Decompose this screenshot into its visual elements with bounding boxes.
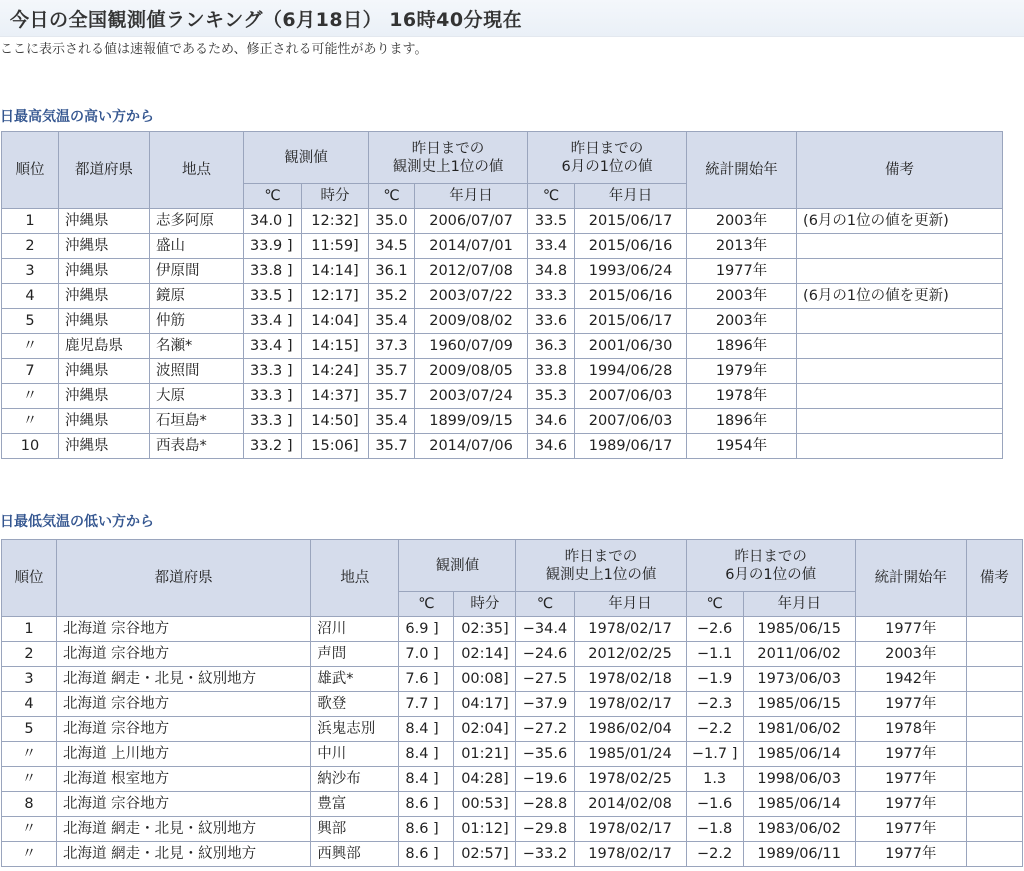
- header-obs: 観測値: [399, 540, 516, 592]
- header-note: 備考: [797, 132, 1003, 209]
- month-value-cell: 33.3: [528, 284, 575, 309]
- start-year-cell: 1977年: [687, 259, 797, 284]
- rank-cell: 2: [2, 234, 59, 259]
- pref-cell: 北海道 根室地方: [57, 767, 311, 792]
- header-unit-date2: 年月日: [743, 592, 855, 617]
- hist-date-cell: 2014/07/01: [415, 234, 528, 259]
- header-unit-c3: ℃: [686, 592, 743, 617]
- header-start: 統計開始年: [855, 540, 966, 617]
- header-month-line2: 6月の1位の値: [561, 158, 653, 175]
- header-unit-time: 時分: [302, 184, 369, 209]
- obs-time-cell: 14:14]: [302, 259, 369, 284]
- place-cell: 沼川: [311, 617, 399, 642]
- pref-cell: 北海道 宗谷地方: [57, 717, 311, 742]
- hist-date-cell: 2003/07/24: [415, 384, 528, 409]
- place-cell: 雄武*: [311, 667, 399, 692]
- pref-cell: 北海道 上川地方: [57, 742, 311, 767]
- start-year-cell: 2003年: [855, 642, 966, 667]
- header-unit-c: ℃: [399, 592, 454, 617]
- rank-cell: 4: [2, 284, 59, 309]
- header-hist: [369, 132, 528, 184]
- table-row: [2, 692, 1023, 717]
- note-cell: [966, 667, 1022, 692]
- obs-value-cell: 33.3 ]: [244, 384, 302, 409]
- hist-date-cell: 1960/07/09: [415, 334, 528, 359]
- header-hist-line2: 観測史上1位の値: [545, 566, 657, 583]
- obs-value-cell: 8.4 ]: [399, 717, 454, 742]
- obs-time-cell: 14:50]: [302, 409, 369, 434]
- pref-cell: 北海道 宗谷地方: [57, 617, 311, 642]
- obs-time-cell: 14:15]: [302, 334, 369, 359]
- rank-cell: 〃: [2, 334, 59, 359]
- table-row: [2, 334, 1003, 359]
- obs-value-cell: 33.3 ]: [244, 409, 302, 434]
- start-year-cell: 1942年: [855, 667, 966, 692]
- place-cell: 石垣島*: [150, 409, 244, 434]
- header-unit-date: 年月日: [574, 592, 686, 617]
- pref-cell: 沖縄県: [59, 259, 150, 284]
- month-value-cell: −2.2: [686, 717, 743, 742]
- place-cell: 鏡原: [150, 284, 244, 309]
- header-unit-c2: ℃: [516, 592, 574, 617]
- obs-value-cell: 33.9 ]: [244, 234, 302, 259]
- rank-cell: 1: [2, 209, 59, 234]
- table-row: [2, 842, 1023, 867]
- note-cell: [797, 434, 1003, 459]
- header-unit-c: ℃: [244, 184, 302, 209]
- high-temp-table: [1, 131, 1003, 459]
- month-date-cell: 2001/06/30: [575, 334, 687, 359]
- note-cell: [797, 234, 1003, 259]
- place-cell: 豊富: [311, 792, 399, 817]
- pref-cell: 北海道 網走・北見・紋別地方: [57, 667, 311, 692]
- place-cell: 波照間: [150, 359, 244, 384]
- start-year-cell: 1954年: [687, 434, 797, 459]
- obs-value-cell: 33.2 ]: [244, 434, 302, 459]
- place-cell: 盛山: [150, 234, 244, 259]
- month-date-cell: 1989/06/17: [575, 434, 687, 459]
- rank-cell: 〃: [2, 842, 57, 867]
- start-year-cell: 1977年: [855, 742, 966, 767]
- low-section-title: 日最低気温の低い方から: [0, 514, 154, 530]
- hist-value-cell: −37.9: [516, 692, 574, 717]
- place-cell: 伊原間: [150, 259, 244, 284]
- place-cell: 西表島*: [150, 434, 244, 459]
- rank-cell: 8: [2, 792, 57, 817]
- pref-cell: 沖縄県: [59, 309, 150, 334]
- table-row: [2, 409, 1003, 434]
- note-cell: [966, 692, 1022, 717]
- start-year-cell: 1977年: [855, 617, 966, 642]
- obs-time-cell: 15:06]: [302, 434, 369, 459]
- month-date-cell: 1985/06/15: [743, 617, 855, 642]
- header-month: [528, 132, 687, 184]
- header-unit-date2: 年月日: [575, 184, 687, 209]
- note-cell: (6月の1位の値を更新): [797, 284, 1003, 309]
- hist-value-cell: −28.8: [516, 792, 574, 817]
- obs-time-cell: 04:17]: [454, 692, 516, 717]
- header-unit-date: 年月日: [415, 184, 528, 209]
- start-year-cell: 1977年: [855, 817, 966, 842]
- hist-value-cell: 37.3: [369, 334, 415, 359]
- month-date-cell: 2011/06/02: [743, 642, 855, 667]
- hist-value-cell: 35.2: [369, 284, 415, 309]
- hist-value-cell: 35.7: [369, 359, 415, 384]
- start-year-cell: 2013年: [687, 234, 797, 259]
- month-value-cell: 35.3: [528, 384, 575, 409]
- rank-cell: 7: [2, 359, 59, 384]
- month-date-cell: 2015/06/17: [575, 309, 687, 334]
- rank-cell: 3: [2, 259, 59, 284]
- obs-time-cell: 04:28]: [454, 767, 516, 792]
- place-cell: 仲筋: [150, 309, 244, 334]
- obs-value-cell: 33.8 ]: [244, 259, 302, 284]
- month-date-cell: 2015/06/17: [575, 209, 687, 234]
- obs-time-cell: 01:12]: [454, 817, 516, 842]
- header-pref: 都道府県: [59, 132, 150, 209]
- pref-cell: 沖縄県: [59, 359, 150, 384]
- obs-time-cell: 14:24]: [302, 359, 369, 384]
- month-value-cell: −1.7 ]: [686, 742, 743, 767]
- place-cell: 興部: [311, 817, 399, 842]
- month-value-cell: −1.8: [686, 817, 743, 842]
- month-value-cell: 34.8: [528, 259, 575, 284]
- title-bar: [0, 0, 1024, 37]
- header-note: 備考: [966, 540, 1022, 617]
- obs-value-cell: 33.4 ]: [244, 309, 302, 334]
- note-cell: [966, 617, 1022, 642]
- start-year-cell: 1978年: [687, 384, 797, 409]
- pref-cell: 沖縄県: [59, 384, 150, 409]
- pref-cell: 北海道 網走・北見・紋別地方: [57, 842, 311, 867]
- note-cell: [966, 817, 1022, 842]
- obs-time-cell: 12:17]: [302, 284, 369, 309]
- obs-value-cell: 33.5 ]: [244, 284, 302, 309]
- header-hist: [516, 540, 686, 592]
- pref-cell: 沖縄県: [59, 434, 150, 459]
- start-year-cell: 1979年: [687, 359, 797, 384]
- table-row: [2, 742, 1023, 767]
- rank-cell: 〃: [2, 384, 59, 409]
- obs-value-cell: 7.0 ]: [399, 642, 454, 667]
- rank-cell: 4: [2, 692, 57, 717]
- place-cell: 歌登: [311, 692, 399, 717]
- obs-value-cell: 8.6 ]: [399, 792, 454, 817]
- header-hist-line1: 昨日までの: [564, 548, 638, 565]
- month-date-cell: 2007/06/03: [575, 409, 687, 434]
- hist-value-cell: 35.7: [369, 434, 415, 459]
- place-cell: 声問: [311, 642, 399, 667]
- rank-cell: 5: [2, 309, 59, 334]
- table-row: [2, 642, 1023, 667]
- hist-date-cell: 1978/02/17: [574, 842, 686, 867]
- start-year-cell: 2003年: [687, 309, 797, 334]
- note-cell: (6月の1位の値を更新): [797, 209, 1003, 234]
- rank-cell: 5: [2, 717, 57, 742]
- obs-time-cell: 02:35]: [454, 617, 516, 642]
- month-date-cell: 2015/06/16: [575, 284, 687, 309]
- obs-value-cell: 33.4 ]: [244, 334, 302, 359]
- obs-time-cell: 12:32]: [302, 209, 369, 234]
- table-row: [2, 384, 1003, 409]
- rank-cell: 〃: [2, 742, 57, 767]
- pref-cell: 沖縄県: [59, 409, 150, 434]
- obs-time-cell: 14:04]: [302, 309, 369, 334]
- month-date-cell: 1981/06/02: [743, 717, 855, 742]
- hist-value-cell: −24.6: [516, 642, 574, 667]
- table-row: [2, 259, 1003, 284]
- start-year-cell: 1977年: [855, 767, 966, 792]
- table-row: [2, 667, 1023, 692]
- start-year-cell: 2003年: [687, 284, 797, 309]
- note-cell: [966, 792, 1022, 817]
- hist-date-cell: 1899/09/15: [415, 409, 528, 434]
- month-value-cell: −2.2: [686, 842, 743, 867]
- table-row: [2, 817, 1023, 842]
- month-date-cell: 2007/06/03: [575, 384, 687, 409]
- header-start: 統計開始年: [687, 132, 797, 209]
- month-value-cell: −2.3: [686, 692, 743, 717]
- hist-date-cell: 2009/08/02: [415, 309, 528, 334]
- month-value-cell: −1.6: [686, 792, 743, 817]
- hist-date-cell: 1978/02/25: [574, 767, 686, 792]
- note-cell: [797, 384, 1003, 409]
- obs-time-cell: 11:59]: [302, 234, 369, 259]
- hist-date-cell: 1978/02/18: [574, 667, 686, 692]
- header-month: [686, 540, 855, 592]
- rank-cell: 〃: [2, 767, 57, 792]
- month-date-cell: 1985/06/15: [743, 692, 855, 717]
- hist-date-cell: 2006/07/07: [415, 209, 528, 234]
- start-year-cell: 2003年: [687, 209, 797, 234]
- table-row: [2, 284, 1003, 309]
- hist-date-cell: 1978/02/17: [574, 817, 686, 842]
- rank-cell: 〃: [2, 409, 59, 434]
- note-cell: [797, 309, 1003, 334]
- month-value-cell: 36.3: [528, 334, 575, 359]
- place-cell: 大原: [150, 384, 244, 409]
- hist-value-cell: −29.8: [516, 817, 574, 842]
- hist-date-cell: 2012/07/08: [415, 259, 528, 284]
- header-month-line2: 6月の1位の値: [725, 566, 817, 583]
- obs-value-cell: 7.6 ]: [399, 667, 454, 692]
- header-hist-line1: 昨日までの: [411, 140, 485, 157]
- note-cell: [966, 767, 1022, 792]
- obs-value-cell: 8.6 ]: [399, 817, 454, 842]
- place-cell: 名瀬*: [150, 334, 244, 359]
- month-value-cell: 1.3: [686, 767, 743, 792]
- table-row: [2, 234, 1003, 259]
- table-row: [2, 359, 1003, 384]
- month-value-cell: 33.5: [528, 209, 575, 234]
- rank-cell: 10: [2, 434, 59, 459]
- start-year-cell: 1977年: [855, 692, 966, 717]
- hist-value-cell: −33.2: [516, 842, 574, 867]
- note-cell: [966, 842, 1022, 867]
- hist-date-cell: 2009/08/05: [415, 359, 528, 384]
- hist-value-cell: −27.5: [516, 667, 574, 692]
- table-row: [2, 309, 1003, 334]
- table-row: [2, 717, 1023, 742]
- place-cell: 西興部: [311, 842, 399, 867]
- month-value-cell: −1.9: [686, 667, 743, 692]
- month-date-cell: 1985/06/14: [743, 792, 855, 817]
- hist-value-cell: −19.6: [516, 767, 574, 792]
- hist-date-cell: 2003/07/22: [415, 284, 528, 309]
- pref-cell: 北海道 宗谷地方: [57, 692, 311, 717]
- hist-date-cell: 2014/07/06: [415, 434, 528, 459]
- header-place: 地点: [311, 540, 399, 617]
- hist-date-cell: 2012/02/25: [574, 642, 686, 667]
- hist-date-cell: 1978/02/17: [574, 617, 686, 642]
- hist-value-cell: 35.4: [369, 309, 415, 334]
- header-unit-time: 時分: [454, 592, 516, 617]
- header-rank: 順位: [2, 132, 59, 209]
- hist-value-cell: −35.6: [516, 742, 574, 767]
- obs-value-cell: 8.4 ]: [399, 767, 454, 792]
- hist-value-cell: 35.7: [369, 384, 415, 409]
- header-rank: 順位: [2, 540, 57, 617]
- obs-value-cell: 6.9 ]: [399, 617, 454, 642]
- header-unit-c3: ℃: [528, 184, 575, 209]
- header-place: 地点: [150, 132, 244, 209]
- obs-time-cell: 02:14]: [454, 642, 516, 667]
- note-cell: [797, 259, 1003, 284]
- rank-cell: 2: [2, 642, 57, 667]
- header-pref: 都道府県: [57, 540, 311, 617]
- month-value-cell: 33.4: [528, 234, 575, 259]
- obs-value-cell: 34.0 ]: [244, 209, 302, 234]
- month-date-cell: 1993/06/24: [575, 259, 687, 284]
- note-cell: [797, 409, 1003, 434]
- place-cell: 浜鬼志別: [311, 717, 399, 742]
- obs-time-cell: 02:04]: [454, 717, 516, 742]
- obs-time-cell: 01:21]: [454, 742, 516, 767]
- obs-time-cell: 02:57]: [454, 842, 516, 867]
- header-month-line1: 昨日までの: [570, 140, 644, 157]
- note-cell: [797, 334, 1003, 359]
- start-year-cell: 1896年: [687, 409, 797, 434]
- pref-cell: 沖縄県: [59, 284, 150, 309]
- table-row: [2, 434, 1003, 459]
- note-cell: [966, 742, 1022, 767]
- month-date-cell: 1998/06/03: [743, 767, 855, 792]
- month-date-cell: 1985/06/14: [743, 742, 855, 767]
- low-temp-table: [1, 539, 1023, 867]
- header-month-line1: 昨日までの: [734, 548, 807, 565]
- obs-time-cell: 00:08]: [454, 667, 516, 692]
- obs-value-cell: 33.3 ]: [244, 359, 302, 384]
- hist-value-cell: 35.4: [369, 409, 415, 434]
- month-value-cell: 34.6: [528, 409, 575, 434]
- month-date-cell: 1989/06/11: [743, 842, 855, 867]
- month-date-cell: 1973/06/03: [743, 667, 855, 692]
- rank-cell: 1: [2, 617, 57, 642]
- pref-cell: 北海道 網走・北見・紋別地方: [57, 817, 311, 842]
- month-date-cell: 1983/06/02: [743, 817, 855, 842]
- page-title: 今日の全国観測値ランキング（6月18日） 16時40分現在: [10, 9, 523, 31]
- month-value-cell: −1.1: [686, 642, 743, 667]
- obs-time-cell: 14:37]: [302, 384, 369, 409]
- table-row: [2, 792, 1023, 817]
- month-value-cell: 33.6: [528, 309, 575, 334]
- hist-value-cell: 35.0: [369, 209, 415, 234]
- note-cell: [966, 642, 1022, 667]
- place-cell: 中川: [311, 742, 399, 767]
- obs-value-cell: 8.6 ]: [399, 842, 454, 867]
- hist-date-cell: 1985/01/24: [574, 742, 686, 767]
- header-unit-c2: ℃: [369, 184, 415, 209]
- obs-value-cell: 8.4 ]: [399, 742, 454, 767]
- start-year-cell: 1896年: [687, 334, 797, 359]
- obs-time-cell: 00:53]: [454, 792, 516, 817]
- month-date-cell: 1994/06/28: [575, 359, 687, 384]
- header-hist-line2: 観測史上1位の値: [392, 158, 504, 175]
- notice-text: ここに表示される値は速報値であるため、修正される可能性があります。: [0, 42, 428, 57]
- note-cell: [966, 717, 1022, 742]
- month-value-cell: −2.6: [686, 617, 743, 642]
- month-date-cell: 2015/06/16: [575, 234, 687, 259]
- hist-value-cell: −27.2: [516, 717, 574, 742]
- hist-value-cell: −34.4: [516, 617, 574, 642]
- pref-cell: 鹿児島県: [59, 334, 150, 359]
- start-year-cell: 1977年: [855, 842, 966, 867]
- table-row: [2, 209, 1003, 234]
- month-value-cell: 33.8: [528, 359, 575, 384]
- note-cell: [797, 359, 1003, 384]
- table-row: [2, 617, 1023, 642]
- hist-date-cell: 2014/02/08: [574, 792, 686, 817]
- start-year-cell: 1977年: [855, 792, 966, 817]
- pref-cell: 北海道 宗谷地方: [57, 792, 311, 817]
- table-row: [2, 767, 1023, 792]
- place-cell: 納沙布: [311, 767, 399, 792]
- obs-value-cell: 7.7 ]: [399, 692, 454, 717]
- place-cell: 志多阿原: [150, 209, 244, 234]
- pref-cell: 北海道 宗谷地方: [57, 642, 311, 667]
- start-year-cell: 1978年: [855, 717, 966, 742]
- rank-cell: 〃: [2, 817, 57, 842]
- hist-date-cell: 1978/02/17: [574, 692, 686, 717]
- rank-cell: 3: [2, 667, 57, 692]
- header-obs: 観測値: [244, 132, 369, 184]
- hist-value-cell: 34.5: [369, 234, 415, 259]
- hist-value-cell: 36.1: [369, 259, 415, 284]
- hist-date-cell: 1986/02/04: [574, 717, 686, 742]
- pref-cell: 沖縄県: [59, 209, 150, 234]
- high-section-title: 日最高気温の高い方から: [0, 109, 154, 125]
- month-value-cell: 34.6: [528, 434, 575, 459]
- pref-cell: 沖縄県: [59, 234, 150, 259]
